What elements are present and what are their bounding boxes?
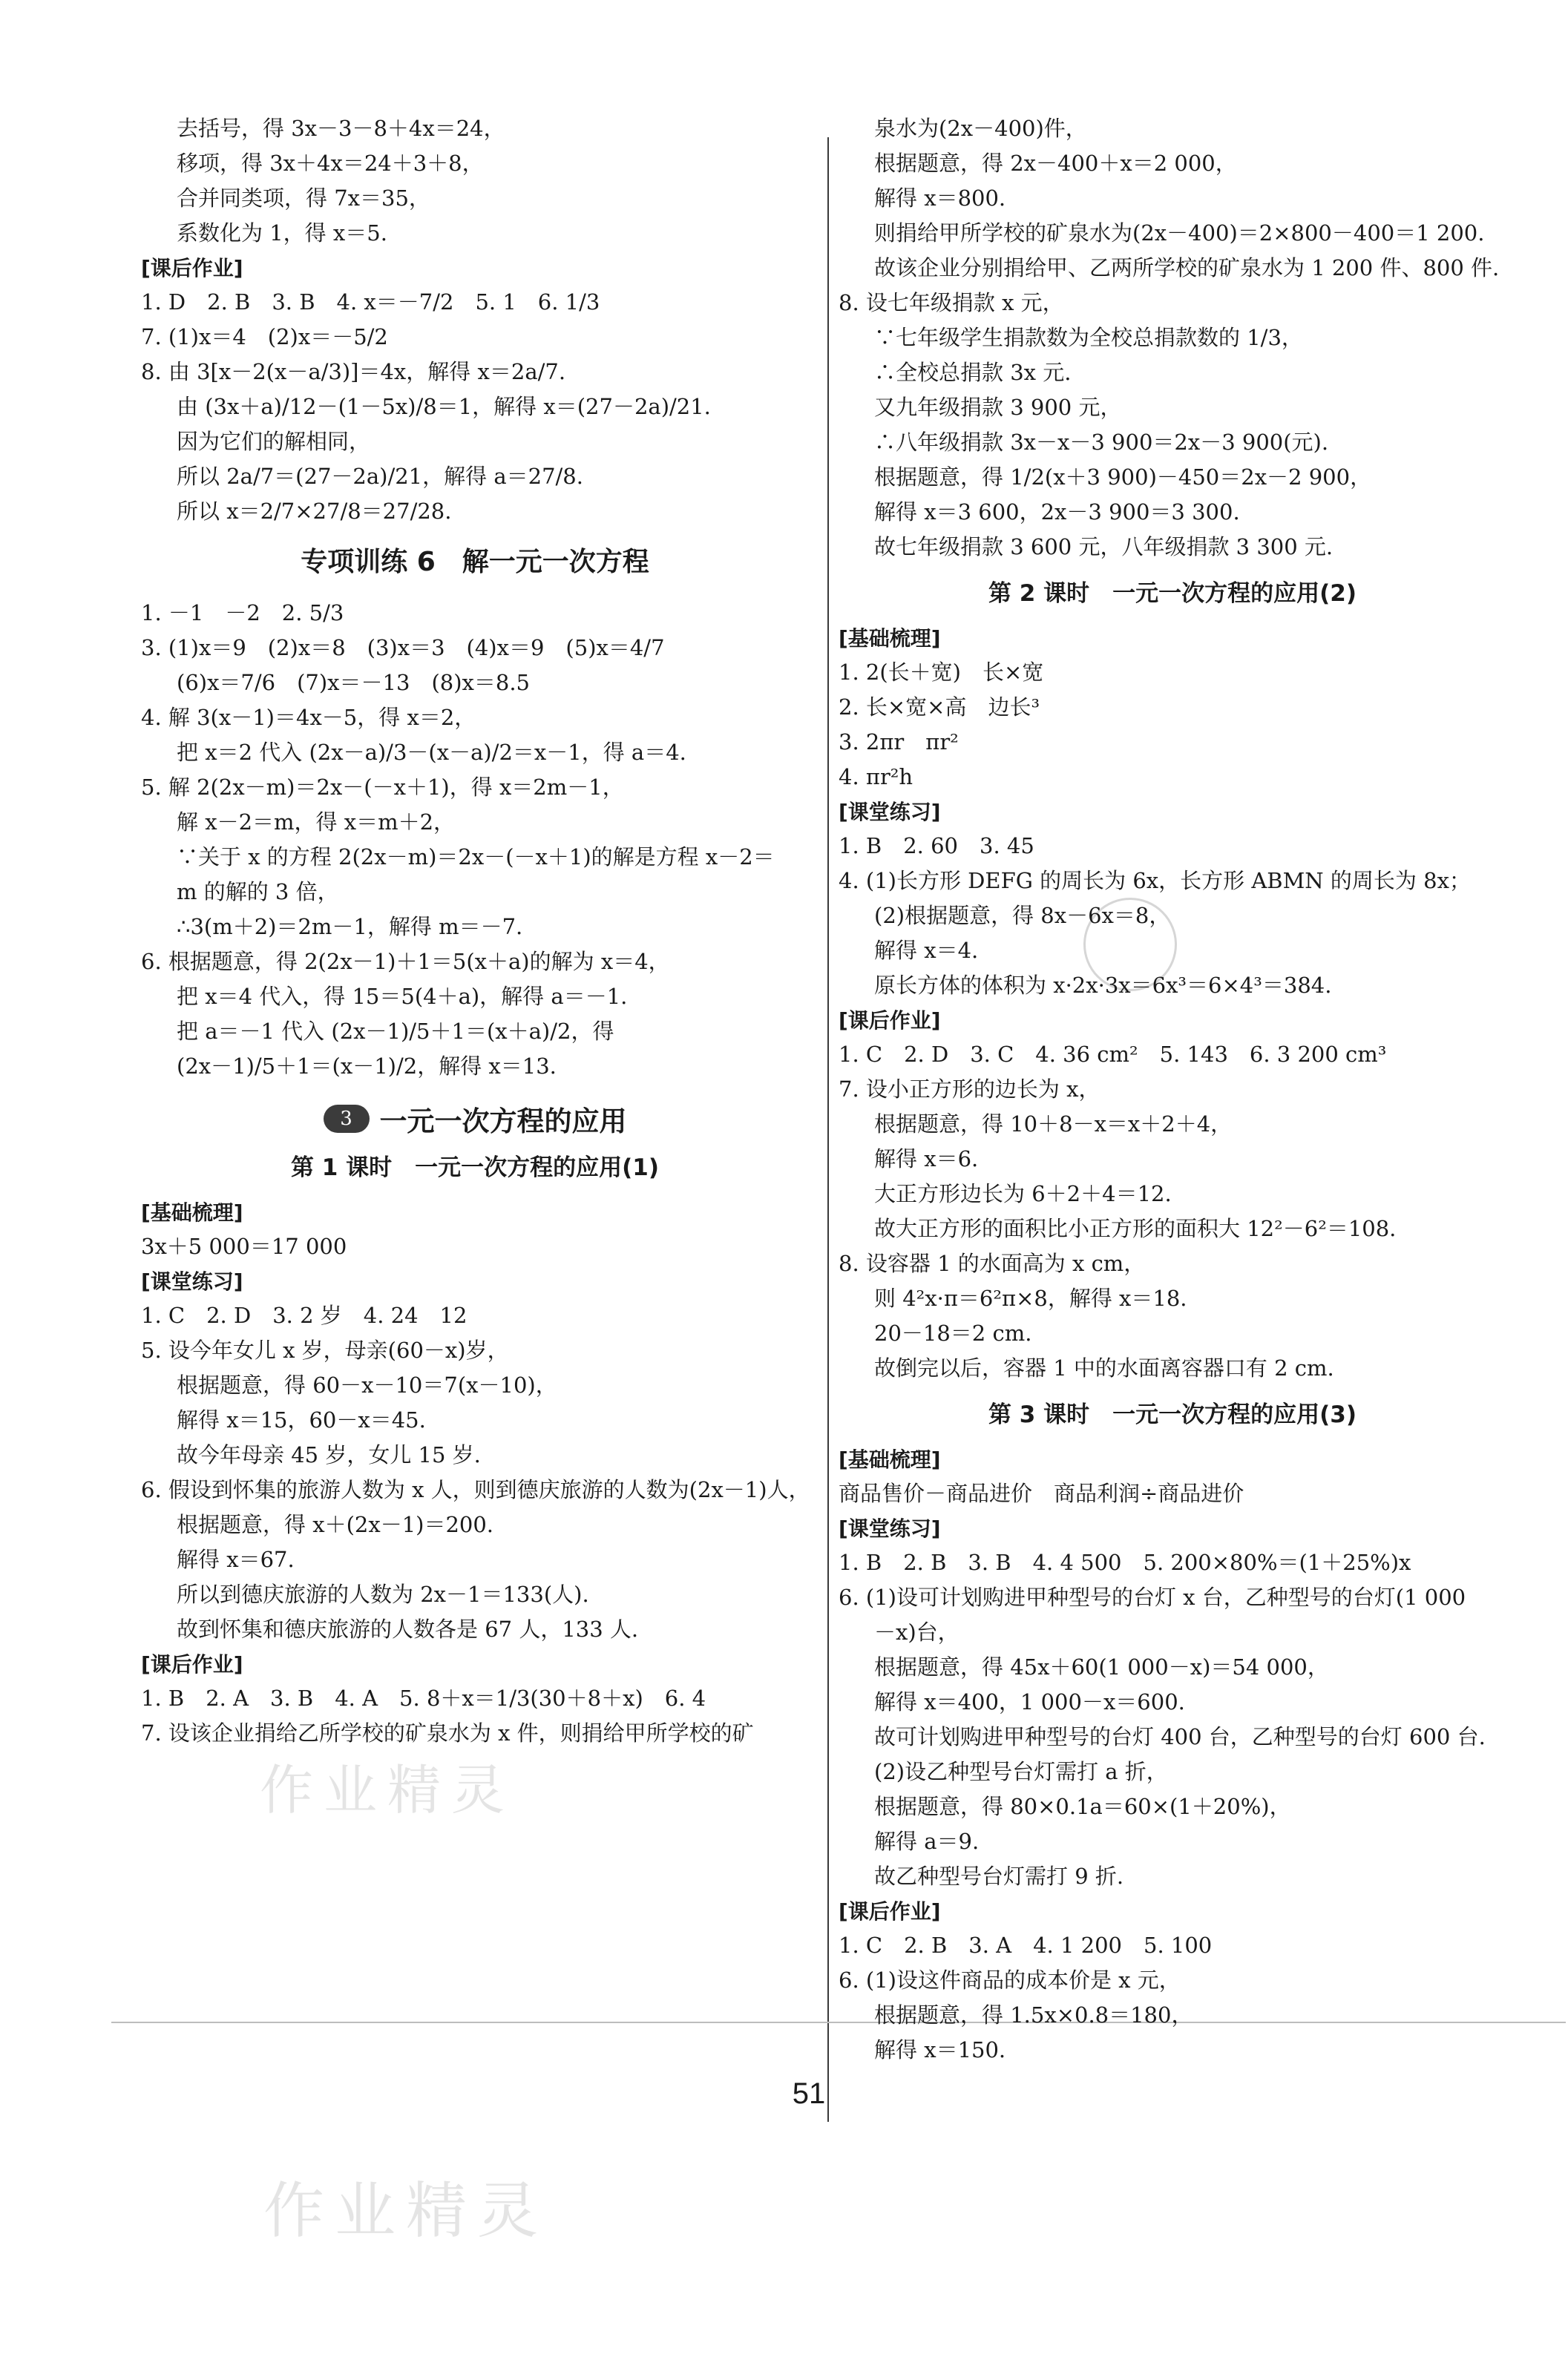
- text-line: 故七年级捐款 3 600 元，八年级捐款 3 300 元.: [874, 534, 1334, 559]
- section-label-homework: [课后作业]: [141, 1652, 243, 1677]
- answer-line: 由 (3x＋a)/12－(1－5x)/8＝1，解得 x＝(27－2a)/21.: [177, 394, 711, 419]
- left-column: [141, 111, 809, 1751]
- text-line: 解得 x＝3 600，2x－3 900＝3 300.: [874, 499, 1240, 525]
- text-line: 合并同类项，得 7x＝35，: [177, 185, 430, 211]
- text-line: 故该企业分别捐给甲、乙两所学校的矿泉水为 1 200 件、800 件.: [874, 255, 1500, 280]
- answer-line: 解得 x＝6.: [874, 1146, 979, 1171]
- page-number: 51: [792, 2077, 826, 2110]
- answer-line: (2x－1)/5＋1＝(x－1)/2，解得 x＝13.: [177, 1053, 557, 1079]
- section-label-basic: [基础梳理]: [141, 1200, 243, 1225]
- answer-line: 1. B 2. 60 3. 45: [839, 833, 1034, 858]
- answer-line: 解得 x＝150.: [874, 2037, 1006, 2062]
- answer-line: 3. 2πr πr²: [839, 729, 959, 755]
- lesson-title: 第 1 课时 一元一次方程的应用(1): [290, 1154, 660, 1181]
- section-label-homework: [课后作业]: [141, 256, 243, 280]
- answer-line: 商品售价－商品进价 商品利润÷商品进价: [839, 1481, 1244, 1506]
- text-line: 移项，得 3x＋4x＝24＋3＋8，: [177, 151, 484, 176]
- answer-line: 故倒完以后，容器 1 中的水面离容器口有 2 cm.: [874, 1355, 1334, 1381]
- answer-line: 根据题意，得 1.5x×0.8＝180，: [874, 2002, 1193, 2028]
- watermark: 作业精灵: [263, 2176, 549, 2246]
- answer-line: 故可计划购进甲种型号的台灯 400 台，乙种型号的台灯 600 台.: [874, 1724, 1486, 1749]
- answer-line: 解 x－2＝m，得 x＝m＋2，: [177, 809, 456, 835]
- answer-line: 7. (1)x＝4 (2)x＝－5/2: [141, 324, 388, 349]
- answer-line: 根据题意，得 60－x－10＝7(x－10)，: [177, 1373, 557, 1398]
- answer-line: 1. －1 －2 2. 5/3: [141, 600, 344, 625]
- answer-line: 6. 假设到怀集的旅游人数为 x 人，则到德庆旅游的人数为(2x－1)人，: [141, 1477, 810, 1502]
- answer-line: 4. πr²h: [839, 764, 913, 789]
- special-training-title: 专项训练 6 解一元一次方程: [301, 547, 649, 577]
- answer-line: 1. C 2. D 3. 2 岁 4. 24 12: [141, 1303, 468, 1328]
- answer-line: 5. 解 2(2x－m)＝2x－(－x＋1)，得 x＝2m－1，: [141, 775, 624, 800]
- answer-line: 7. 设小正方形的边长为 x，: [839, 1076, 1100, 1102]
- answer-line: 故大正方形的面积比小正方形的面积大 12²－6²＝108.: [874, 1216, 1397, 1241]
- unit-title: 一元一次方程的应用: [379, 1105, 627, 1137]
- answer-line: (2)根据题意，得 8x－6x＝8，: [874, 903, 1171, 928]
- answer-line: 5. 设今年女儿 x 岁，母亲(60－x)岁，: [141, 1338, 509, 1363]
- answer-line: 解得 x＝67.: [177, 1547, 295, 1572]
- text-line: 则捐给甲所学校的矿泉水为(2x－400)＝2×800－400＝1 200.: [874, 220, 1485, 246]
- answer-line: 3. (1)x＝9 (2)x＝8 (3)x＝3 (4)x＝9 (5)x＝4/7: [141, 635, 665, 660]
- answer-line: 20－18＝2 cm.: [874, 1321, 1032, 1346]
- answer-line: 大正方形边长为 6＋2＋4＝12.: [874, 1181, 1172, 1206]
- answer-line: 解得 x＝400，1 000－x＝600.: [874, 1689, 1185, 1715]
- text-line: 8. 设七年级捐款 x 元，: [839, 290, 1064, 315]
- answer-line: 2. 长×宽×高 边长³: [839, 694, 1040, 720]
- answer-line: 6. (1)设这件商品的成本价是 x 元，: [839, 1968, 1181, 1993]
- answer-line: 把 x＝2 代入 (2x－a)/3－(x－a)/2＝x－1，得 a＝4.: [177, 740, 686, 765]
- answer-line: －x)台，: [874, 1620, 960, 1645]
- column-divider: [827, 137, 829, 2122]
- answer-line: 1. C 2. D 3. C 4. 36 cm² 5. 143 6. 3 200 cm³: [839, 1042, 1387, 1067]
- answer-line: 3x＋5 000＝17 000: [141, 1234, 347, 1259]
- answer-line: 把 a＝－1 代入 (2x－1)/5＋1＝(x＋a)/2，得: [177, 1019, 614, 1044]
- section-label-classwork: [课堂练习]: [141, 1269, 243, 1294]
- section-label-basic: [基础梳理]: [839, 1447, 941, 1472]
- answer-line: 1. C 2. B 3. A 4. 1 200 5. 100: [839, 1933, 1213, 1958]
- text-line: 解得 x＝800.: [874, 185, 1006, 211]
- answer-line: 故乙种型号台灯需打 9 折.: [874, 1864, 1124, 1889]
- right-column: [839, 111, 1506, 2068]
- answer-line: ∵关于 x 的方程 2(2x－m)＝2x－(－x＋1)的解是方程 x－2＝: [177, 844, 775, 870]
- answer-line: 解得 x＝4.: [874, 938, 979, 963]
- section-label-classwork: [课堂练习]: [839, 1516, 941, 1541]
- text-line: ∴八年级捐款 3x－x－3 900＝2x－3 900(元).: [874, 430, 1329, 455]
- answer-line: 解得 x＝15，60－x＝45.: [177, 1407, 426, 1433]
- answer-line: 故到怀集和德庆旅游的人数各是 67 人，133 人.: [177, 1617, 639, 1642]
- answer-line: (2)设乙种型号台灯需打 a 折，: [874, 1759, 1168, 1784]
- watermark: 作业精灵: [260, 1759, 516, 1821]
- answer-line: ∴3(m＋2)＝2m－1，解得 m＝－7.: [177, 914, 523, 939]
- answer-line: 解得 a＝9.: [874, 1829, 980, 1854]
- answer-line: 1. B 2. B 3. B 4. 4 500 5. 200×80%＝(1＋25%)x: [839, 1550, 1411, 1575]
- answer-line: 7. 设该企业捐给乙所学校的矿泉水为 x 件，则捐给甲所学校的矿: [141, 1720, 754, 1746]
- lesson-title: 第 3 课时 一元一次方程的应用(3): [988, 1401, 1357, 1428]
- answer-line: 4. 解 3(x－1)＝4x－5，得 x＝2，: [141, 705, 476, 730]
- answer-line: 所以 x＝2/7×27/8＝27/28.: [177, 499, 452, 524]
- text-line: 根据题意，得 1/2(x＋3 900)－450＝2x－2 900，: [874, 464, 1372, 490]
- answer-line: 所以到德庆旅游的人数为 2x－1＝133(人).: [177, 1582, 589, 1607]
- answer-line: (6)x＝7/6 (7)x＝－13 (8)x＝8.5: [177, 670, 530, 695]
- text-line: 泉水为(2x－400)件，: [874, 116, 1087, 141]
- text-line: ∴全校总捐款 3x 元.: [874, 360, 1072, 385]
- answer-line: 根据题意，得 10＋8－x＝x＋2＋4，: [874, 1111, 1233, 1137]
- answer-line: 4. (1)长方形 DEFG 的周长为 6x，长方形 ABMN 的周长为 8x；: [839, 868, 1471, 893]
- answer-line: 则 4²x·π＝6²π×8，解得 x＝18.: [874, 1286, 1187, 1311]
- answer-line: 所以 2a/7＝(27－2a)/21，解得 a＝27/8.: [177, 464, 583, 489]
- answer-line: 把 x＝4 代入，得 15＝5(4＋a)，解得 a＝－1.: [177, 984, 628, 1009]
- section-label-homework: [课后作业]: [839, 1008, 941, 1033]
- text-line: ∵七年级学生捐款数为全校总捐款数的 1/3，: [874, 325, 1303, 350]
- text-line: 根据题意，得 2x－400＋x＝2 000，: [874, 151, 1237, 176]
- text-line: 又九年级捐款 3 900 元，: [874, 395, 1122, 420]
- answer-line: m 的解的 3 倍，: [177, 879, 339, 904]
- answer-line: 原长方体的体积为 x·2x·3x＝6x³＝6×4³＝384.: [874, 973, 1332, 998]
- unit-heading: [141, 1099, 809, 1139]
- answer-line: 8. 由 3[x－2(x－a/3)]＝4x，解得 x＝2a/7.: [141, 359, 566, 384]
- answer-line: 根据题意，得 45x＋60(1 000－x)＝54 000，: [874, 1654, 1329, 1680]
- answer-line: 因为它们的解相同，: [177, 429, 371, 454]
- answer-line: 1. 2(长＋宽) 长×宽: [839, 660, 1044, 685]
- lesson-title: 第 2 课时 一元一次方程的应用(2): [988, 580, 1357, 607]
- answer-line: 根据题意，得 x＋(2x－1)＝200.: [177, 1512, 494, 1537]
- section-label-classwork: [课堂练习]: [839, 800, 941, 824]
- text-line: 系数化为 1，得 x＝5.: [177, 220, 387, 246]
- answer-line: 1. B 2. A 3. B 4. A 5. 8＋x＝1/3(30＋8＋x) 6. 4: [141, 1686, 706, 1711]
- answer-line: 根据题意，得 80×0.1a＝60×(1＋20%)，: [874, 1794, 1291, 1819]
- answer-line: 8. 设容器 1 的水面高为 x cm，: [839, 1251, 1146, 1276]
- answer-line: 故今年母亲 45 岁，女儿 15 岁.: [177, 1442, 481, 1467]
- section-label-homework: [课后作业]: [839, 1899, 941, 1924]
- section-label-basic: [基础梳理]: [839, 626, 941, 651]
- answer-line: 6. 根据题意，得 2(2x－1)＋1＝5(x＋a)的解为 x＝4，: [141, 949, 670, 974]
- answer-line: 1. D 2. B 3. B 4. x＝－7/2 5. 1 6. 1/3: [141, 289, 600, 315]
- unit-number-badge: 3: [324, 1105, 370, 1133]
- text-line: 去括号，得 3x－3－8＋4x＝24，: [177, 116, 505, 141]
- answer-line: 6. (1)设可计划购进甲种型号的台灯 x 台，乙种型号的台灯(1 000: [839, 1585, 1466, 1610]
